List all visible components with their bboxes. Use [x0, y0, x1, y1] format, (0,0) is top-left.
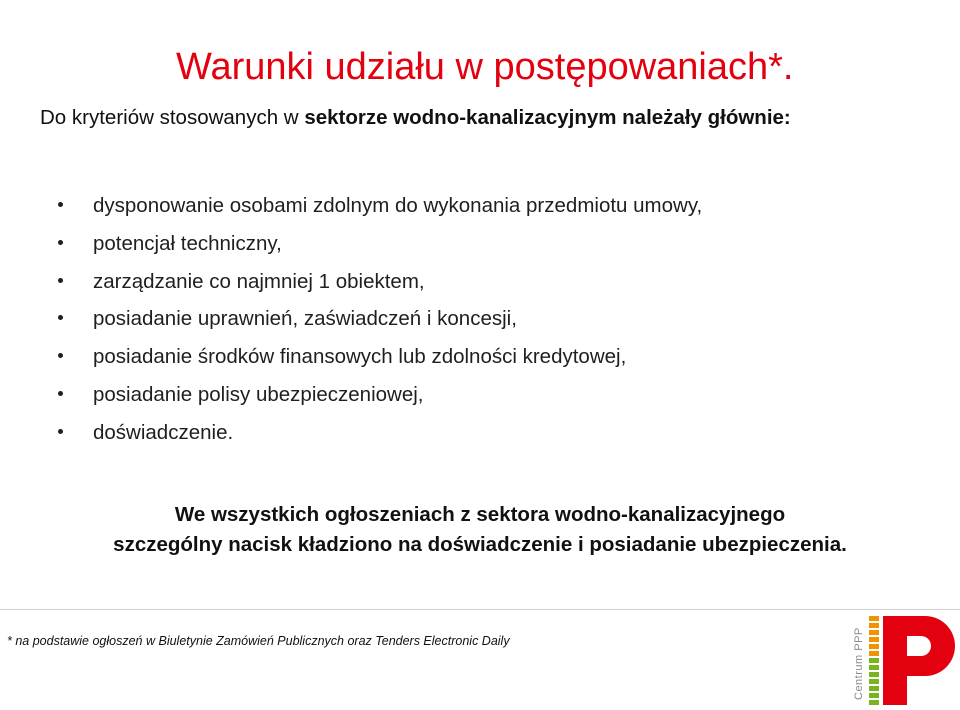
footer-divider: [0, 609, 960, 610]
intro-bold-text: sektorze wodno-kanalizacyjnym należały głównie:: [304, 106, 791, 129]
bullet-icon: [58, 391, 63, 396]
bullet-icon: [58, 278, 63, 283]
logo-stripes: [869, 616, 879, 705]
bullet-icon: [58, 240, 63, 245]
list-item-text: posiadanie środków finansowych lub zdolności kredytowej,: [93, 345, 627, 369]
list-item-text: posiadanie uprawnień, zaświadczeń i koncesji,: [93, 307, 517, 331]
footnote: * na podstawie ogłoszeń w Biuletynie Zamówień Publicznych oraz Tenders Electronic Daily: [7, 634, 510, 648]
intro-text: [40, 106, 791, 130]
list-item-text: potencjał techniczny,: [93, 231, 282, 255]
list-item-text: posiadanie polisy ubezpieczeniowej,: [93, 382, 424, 406]
summary-line-1: We wszystkich ogłoszeniach z sektora wodno-kanalizacyjnego: [174, 503, 786, 526]
bullet-icon: [58, 315, 63, 320]
summary-text: [0, 500, 960, 560]
bullet-icon: [58, 429, 63, 434]
centrum-ppp-logo: [845, 612, 957, 708]
intro-normal-text: Do kryteriów stosowanych w: [40, 106, 305, 129]
bullet-icon: [58, 353, 63, 358]
list-item-text: doświadczenie.: [93, 420, 234, 444]
summary-line-2: szczególny nacisk kładziono na doświadczenie i posiadanie ubezpieczenia.: [113, 533, 847, 556]
logo-p-letter: [883, 616, 955, 705]
list-item-text: zarządzanie co najmniej 1 obiektem,: [93, 269, 425, 293]
bullet-icon: [58, 202, 63, 207]
list-item-text: dysponowanie osobami zdolnym do wykonania przedmiotu umowy,: [93, 194, 703, 217]
logo-wordmark: Centrum PPP: [853, 627, 865, 700]
slide-title: Warunki udziału w postępowaniach*.: [176, 46, 794, 88]
